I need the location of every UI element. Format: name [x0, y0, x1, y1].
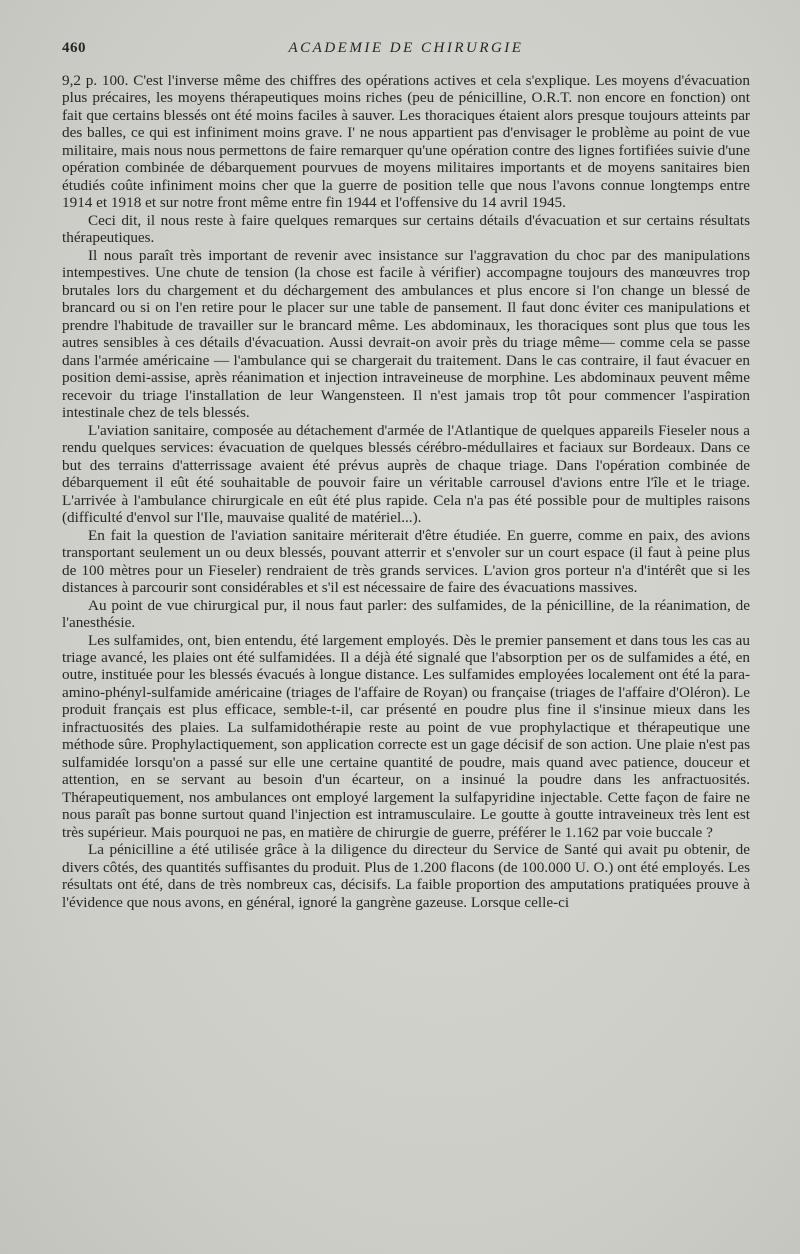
paragraph: Ceci dit, il nous reste à faire quelques remarques sur certains détails d'évacuation et sur certains résultats thérapeutiques.: [62, 211, 750, 247]
paragraph: 9,2 p. 100. C'est l'inverse même des chiffres des opérations actives et cela s'explique. Les moyens d'évacuation plus précaires, les moyens thérapeutiques moins riches (peu de pénicilline, O.R.T. non encore en fonction) ont fait que certains blessés ont été moins faciles à sauver. Les thoraciques étaient alors presque toujours atteints par des balles, ce qui est infiniment moins grave. I' ne nous appartient pas d'envisager le problème au point de vue militaire, mais nous nous permettons de faire remarquer qu'une opération contre des lignes fortifiées suivie d'une opération combinée de débarquement pourvues de moyens militaires importants et de moyens sanitaires bien étudiés coûte infiniment moins cher que la guerre de position telle que nous l'avons connue longtemps entre 1914 et 1918 et sur notre front même entre fin 1944 et l'offensive du 14 avril 1945.: [62, 72, 750, 212]
paragraph: En fait la question de l'aviation sanitaire mériterait d'être étudiée. En guerre, comme en paix, des avions transportant seulement un ou deux blessés, pouvant atterrir et s'envoler sur un court espace (il faut à peine plus de 100 mètres pour un Fieseler) rendraient de très grands services. L'avion gros porteur n'a d'intérêt que si les distances à parcourir sont considérables et s'il est nécessaire de faire des évacuations massives.: [62, 526, 750, 597]
paragraph: Les sulfamides, ont, bien entendu, été largement employés. Dès le premier pansement et dans tous les cas au triage avancé, les plaies ont été sulfamidées. Il a déjà été signalé que l'absorption per os de sulfamides a été, en outre, instituée pour les blessés évacués à longue distance. Les sulfamides employées localement ont été la para-amino-phényl-sulfamide américaine (triages de l'affaire de Royan) ou française (triages de l'affaire d'Oléron). Le produit français est plus efficace, semble-t-il, car présenté en poudre plus fine il s'insinue mieux dans les infractuosités des plaies. La sulfamidothérapie reste au point de vue prophylactique et thérapeutique une méthode sûre. Prophylactiquement, son application correcte est un gage décisif de son action. Une plaie n'est pas sulfamidée lorsqu'on a passé sur elle une certaine quantité de poudre, mais quand avec patience, douceur et attention, en se servant au besoin d'un écarteur, on a insinué la poudre dans les anfractuosités. Thérapeutiquement, nos ambulances ont employé largement la sulfapyridine injectable. Cette façon de faire ne nous paraît pas bonne surtout quand l'injection est intramusculaire. Le goutte à goutte intraveineux très lent est très supérieur. Mais pourquoi ne pas, en matière de chirurgie de guerre, préférer le 1.162 par voie buccale ?: [62, 631, 750, 841]
page-number: 460: [62, 40, 86, 56]
body-text: [62, 72, 750, 911]
page-header: [62, 40, 750, 64]
running-title: ACADEMIE DE CHIRURGIE: [288, 40, 524, 56]
paragraph: Au point de vue chirurgical pur, il nous faut parler: des sulfamides, de la pénicilline, de la réanimation, de l'anesthésie.: [62, 596, 750, 632]
paragraph: Il nous paraît très important de revenir avec insistance sur l'aggravation du choc par des manipulations intempestives. Une chute de tension (la chose est facile à vérifier) accompagne toujours des manœuvres trop brutales lors du chargement et du déchargement des ambulances et plus encore si l'on change un blessé de brancard ou si on l'en retire pour le placer sur une table de pansement. Il faut donc éviter ces manipulations et prendre l'habitude de travailler sur le brancard même. Les abdominaux, les thoraciques sont plus que tous les autres sensibles à ces détails d'évacuation. Aussi devrait-on avoir près du triage même— comme cela se passe dans l'armée américaine — l'ambulance qui se chargerait du traitement. Dans le cas contraire, il faut évacuer en position demi-assise, après réanimation et injection intraveineuse de morphine. Les abdominaux peuvent même recevoir du triage l'installation de leur Wangensteen. Il n'est jamais trop tôt pour commencer l'aspiration intestinale chez de tels blessés.: [62, 246, 750, 422]
paragraph: L'aviation sanitaire, composée au détachement d'armée de l'Atlantique de quelques appareils Fieseler nous a rendu quelques services: évacuation de quelques blessés cérébro-médullaires et faciaux sur Bordeaux. Dans ce but des terrains d'atterrissage avaient été prévus auprès de chaque triage. Dans l'opération combinée de débarquement il eût été souhaitable de pouvoir faire un véritable carrousel d'avions entre l'île et le triage. L'arrivée à l'ambulance chirurgicale en eût été plus rapide. Cela n'a pas été possible pour de multiples raisons (difficulté d'envol sur l'Ile, mauvaise qualité de matériel...).: [62, 421, 750, 527]
paragraph: La pénicilline a été utilisée grâce à la diligence du directeur du Service de Santé qui avait pu obtenir, de divers côtés, des quantités suffisantes du produit. Plus de 1.200 flacons (de 100.000 U. O.) ont été employés. Les résultats ont été, dans de très nombreux cas, décisifs. La faible proportion des amputations pratiquées prouve à l'évidence que nous avons, en général, ignoré la gangrène gazeuse. Lorsque celle-ci: [62, 841, 750, 911]
